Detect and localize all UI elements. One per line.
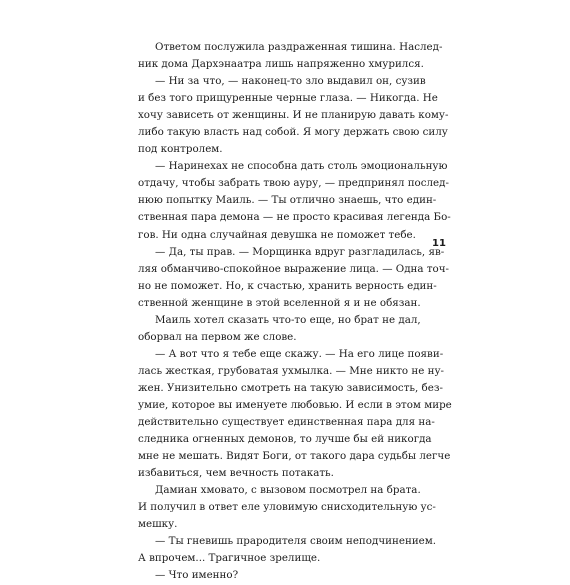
text-line: — А вот что я тебе еще скажу. — На его лице появи-: [155, 347, 444, 360]
text-line: ственной женщине в этой вселенной я и не обязан.: [138, 296, 421, 309]
text-line: нюю попытку Маиль. — Ты отлично знаешь, что един-: [138, 194, 437, 207]
text-line: ственная пара демона — не просто красивая легенда Бо-: [138, 211, 451, 224]
text-line: А впрочем... Трагичное зрелище.: [138, 552, 321, 565]
text-line: гов. Ни одна случайная девушка не поможет тебе.: [138, 228, 416, 241]
text-line: умие, которое вы именуете любовью. И если в этом мире: [138, 398, 452, 411]
text-line: Дамиан хмовато, с вызовом посмотрел на брата.: [155, 484, 421, 497]
text-line: жен. Унизительно смотреть на такую зависимость, без-: [138, 381, 443, 394]
text-line: — Да, ты прав. — Морщинка вдруг разгладилась, яв-: [155, 245, 445, 258]
text-line: ляя обманчиво-спокойное выражение лица. — Одна точ-: [138, 262, 450, 275]
text-line: следника огненных демонов, то лучше бы ей никогда: [138, 433, 432, 446]
text-line: мешку.: [138, 518, 178, 531]
text-line: и без того прищуренные черные глаза. — Никогда. Не: [138, 92, 438, 105]
text-line: — Ни за что, — наконец-то зло выдавил он, сузив: [155, 75, 426, 88]
text-line: избавиться, чем вечность потакать.: [138, 467, 334, 480]
text-line: — Что именно?: [155, 569, 239, 582]
text-line: либо такую власть над собой. Я могу держать свою силу: [138, 126, 448, 139]
text-line: оборвал на первом же слове.: [138, 330, 297, 343]
page-number: 11: [432, 238, 446, 249]
text-line: — Ты гневишь прародителя своим неподчинением.: [155, 535, 437, 548]
text-line: действительно существует единственная пара для на-: [138, 416, 435, 429]
text-line: лась жесткая, грубоватая ухмылка. — Мне никто не ну-: [138, 364, 444, 377]
text-line: хочу зависеть от женщины. И не планирую давать кому-: [138, 109, 449, 122]
text-line: ник дома Дархэнаатра лишь напряженно хмурился.: [138, 58, 424, 71]
text-line: но не поможет. Но, к счастью, хранить верность един-: [138, 279, 437, 292]
text-line: — Наринехах не способна дать столь эмоциональную: [155, 160, 448, 173]
text-line: Маиль хотел сказать что-то еще, но брат не дал,: [155, 313, 421, 326]
text-line: под контролем.: [138, 143, 223, 156]
text-line: мне не мешать. Видят Боги, от такого дара судьбы легче: [138, 450, 451, 463]
text-line: Ответом послужила раздраженная тишина. Наслед-: [155, 41, 443, 53]
text-line: отдачу, чтобы забрать твою ауру, — предпринял послед-: [138, 177, 449, 190]
text-line: И получил в ответ еле уловимую снисходительную ус-: [138, 501, 436, 514]
